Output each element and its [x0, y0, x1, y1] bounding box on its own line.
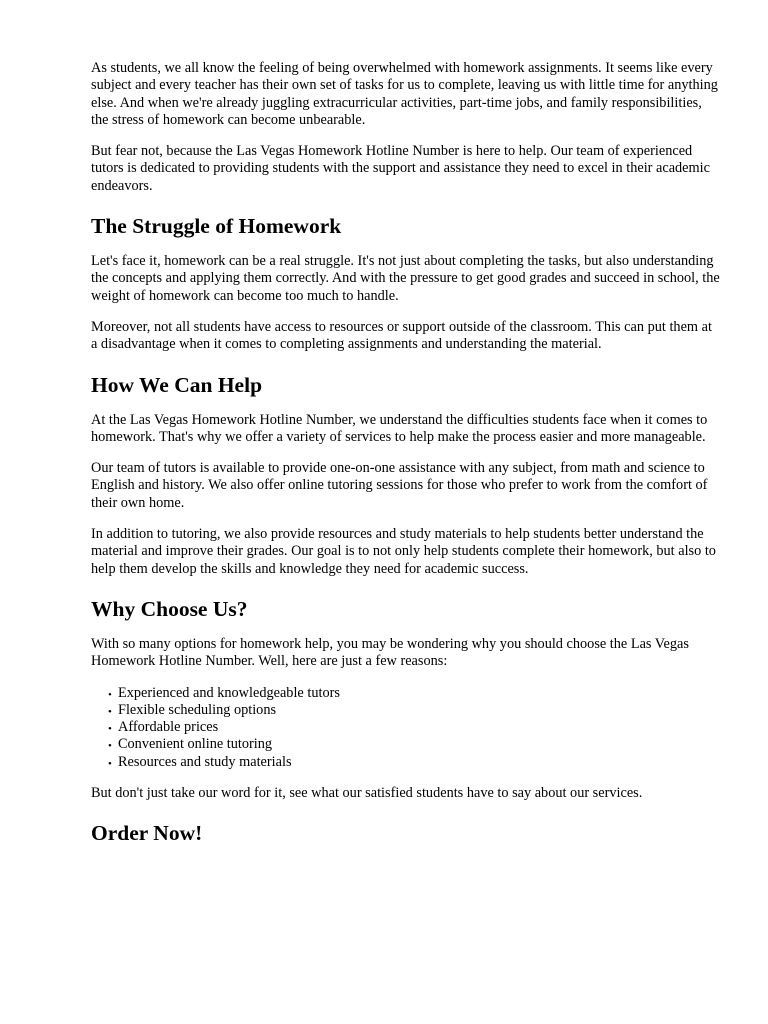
order-heading: Order Now!: [91, 821, 203, 846]
list-item-label: Convenient online tutoring: [118, 736, 273, 753]
list-item-label: Experienced and knowledgeable tutors: [118, 684, 340, 701]
bullet-icon: •: [108, 723, 112, 736]
help-paragraph-2: Our team of tutors is available to provide one-on-one assistance with any subject, from math and science to English and history. We also offer online tutoring sessions for those who prefer to work from the comfort of their own home.: [91, 460, 708, 511]
document-page: [91, 60, 721, 860]
why-paragraph-2: But don't just take our word for it, see what our satisfied students have to say about our services.: [91, 785, 643, 802]
struggle-paragraph-2: Moreover, not all students have access to resources or support outside of the classroom. This can put them at a disadvantage when it comes to completing assignments and understanding the material.: [91, 318, 712, 353]
list-item: [108, 753, 721, 771]
help-heading: How We Can Help: [91, 372, 263, 397]
list-item: [108, 719, 721, 736]
why-paragraph-1: With so many options for homework help, you may be wondering why you should choose the Las Vegas Homework Hotline Number. Well, here are just a few reasons:: [91, 635, 689, 670]
intro-paragraph-2: But fear not, because the Las Vegas Homework Hotline Number is here to help. Our team of experienced tutors is dedicated to providing students with the support and assistance they need to excel in their academic endeavors.: [91, 143, 710, 194]
bullet-icon: •: [108, 740, 112, 753]
list-item-label: Resources and study materials: [118, 753, 292, 770]
help-paragraph-1: At the Las Vegas Homework Hotline Number, we understand the difficulties students face when it comes to homework. That's why we offer a variety of services to help make the process easier and more manageable.: [91, 411, 708, 445]
list-item-label: Flexible scheduling options: [118, 701, 277, 718]
list-item-label: Affordable prices: [118, 719, 219, 736]
why-heading: Why Choose Us?: [91, 596, 248, 621]
help-paragraph-3: In addition to tutoring, we also provide resources and study materials to help students better understand the material and improve their grades. Our goal is to not only help students complete their homework, but also to help them develop the skills and knowledge they need for academic success.: [91, 526, 716, 577]
bullet-icon: •: [108, 688, 112, 701]
bullet-icon: •: [108, 757, 112, 770]
list-item: [108, 736, 721, 753]
list-item: [108, 701, 721, 719]
list-item: [108, 684, 721, 702]
struggle-heading: The Struggle of Homework: [91, 214, 342, 239]
reasons-list: [91, 685, 721, 771]
intro-paragraph-1: As students, we all know the feeling of being overwhelmed with homework assignments. It seems like every subject and every teacher has their own set of tasks for us to complete, leaving us with little time for anything else. And when we're already juggling extracurricular activities, part-time jobs, and family responsibilities, the stress of homework can become unbearable.: [91, 60, 718, 128]
struggle-paragraph-1: Let's face it, homework can be a real struggle. It's not just about completing the tasks, but also understanding the concepts and applying them correctly. And with the pressure to get good grades and succeed in school, the weight of homework can become too much to handle.: [91, 253, 720, 304]
bullet-icon: •: [108, 705, 112, 718]
